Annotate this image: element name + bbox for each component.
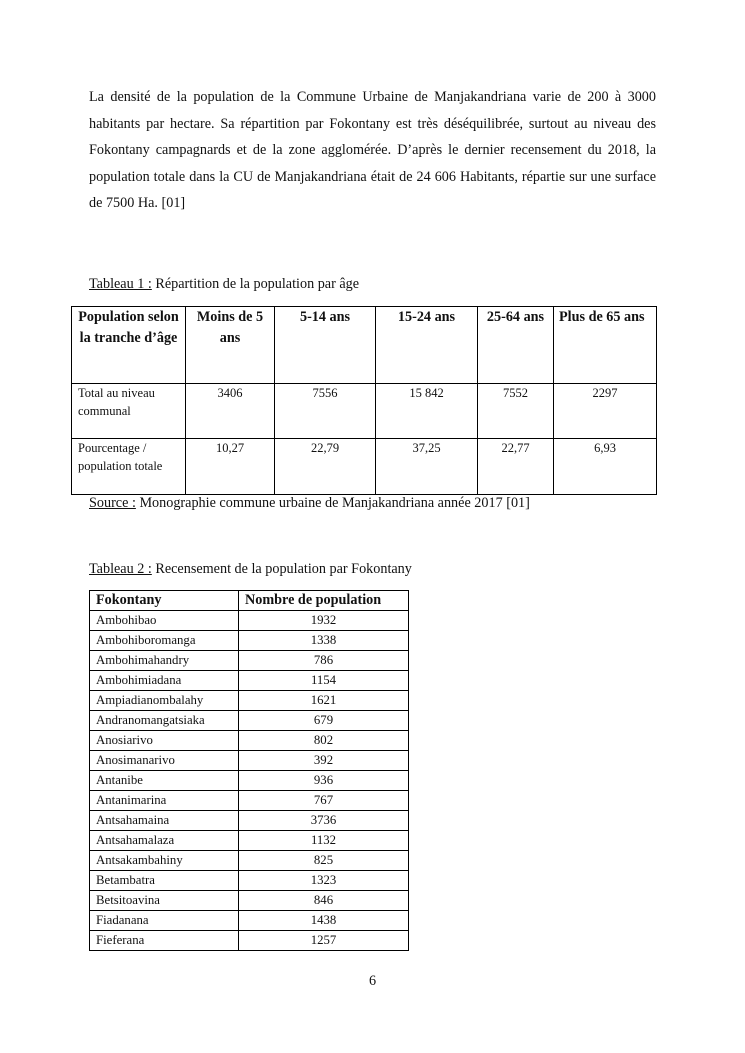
fokontany-name: Antsahamalaza — [90, 831, 239, 851]
population-value: 1323 — [239, 871, 409, 891]
table1-header-cell: 15-24 ans — [376, 307, 478, 384]
table2-row — [90, 831, 409, 851]
population-value: 392 — [239, 751, 409, 771]
table2-row — [90, 871, 409, 891]
fokontany-name: Anosiarivo — [90, 731, 239, 751]
table2-row — [90, 851, 409, 871]
table1-header-cell: 25-64 ans — [478, 307, 554, 384]
table1-row-label: Pourcentage / population totale — [72, 439, 186, 495]
table2-row — [90, 691, 409, 711]
table2-row — [90, 891, 409, 911]
table1-cell: 22,79 — [275, 439, 376, 495]
population-value: 1621 — [239, 691, 409, 711]
population-value: 786 — [239, 651, 409, 671]
table2-caption-text: Recensement de la population par Fokontany — [151, 561, 412, 577]
table2-row — [90, 911, 409, 931]
population-value: 825 — [239, 851, 409, 871]
page-number: 6 — [368, 973, 377, 989]
table1-cell: 3406 — [186, 384, 275, 439]
population-value: 802 — [239, 731, 409, 751]
fokontany-name: Ambohimahandry — [90, 651, 239, 671]
population-value: 767 — [239, 791, 409, 811]
population-value: 1154 — [239, 671, 409, 691]
fokontany-name: Antsakambahiny — [90, 851, 239, 871]
table1-cell: 37,25 — [376, 439, 478, 495]
fokontany-name: Fieferana — [90, 931, 239, 951]
fokontany-name: Antanibe — [90, 771, 239, 791]
fokontany-name: Ambohimiadana — [90, 671, 239, 691]
table1-cell: 6,93 — [554, 439, 657, 495]
fokontany-name: Andranomangatsiaka — [90, 711, 239, 731]
table2-row — [90, 711, 409, 731]
table2-row — [90, 791, 409, 811]
table1-cell: 2297 — [554, 384, 657, 439]
table2-row — [90, 811, 409, 831]
fokontany-name: Betambatra — [90, 871, 239, 891]
population-value: 1438 — [239, 911, 409, 931]
intro-paragraph: La densité de la population de la Commune Urbaine de Manjakandriana varie de 200 à 3000 habitants par hectare. Sa répartition par Fokontany est très déséquilibrée, surtout au niveau des Fokontany campagnards et de la zone agglomérée. D’après le dernier recensement du 2018, la population totale dans la CU de Manjakandriana était de 24 606 Habitants, répartie sur une surface de 7500 Ha. [01] — [89, 89, 656, 211]
fokontany-population-table — [89, 590, 409, 951]
table1-header-row — [72, 307, 657, 384]
population-value: 846 — [239, 891, 409, 911]
table2-header-cell: Fokontany — [90, 591, 239, 611]
table1-caption-text: Répartition de la population par âge — [151, 276, 360, 292]
table1-cell: 15 842 — [376, 384, 478, 439]
age-distribution-table — [71, 306, 657, 495]
table1-row — [72, 439, 657, 495]
population-value: 1257 — [239, 931, 409, 951]
population-value: 3736 — [239, 811, 409, 831]
table1-cell: 10,27 — [186, 439, 275, 495]
population-value: 1338 — [239, 631, 409, 651]
table1-cell: 7552 — [478, 384, 554, 439]
population-value: 936 — [239, 771, 409, 791]
fokontany-name: Ambohibao — [90, 611, 239, 631]
table2-row — [90, 751, 409, 771]
table2-row — [90, 671, 409, 691]
table2-header-cell: Nombre de population — [239, 591, 409, 611]
population-value: 1932 — [239, 611, 409, 631]
table2-row — [90, 651, 409, 671]
fokontany-name: Antanimarina — [90, 791, 239, 811]
fokontany-name: Ambohiboromanga — [90, 631, 239, 651]
table1-header-cell: Moins de 5 ans — [186, 307, 275, 384]
table2-row — [90, 631, 409, 651]
table2-caption-label: Tableau 2 : — [89, 561, 152, 577]
table1-source-text: Monographie commune urbaine de Manjakandriana année 2017 [01] — [135, 495, 530, 511]
table1-cell: 7556 — [275, 384, 376, 439]
table1-source — [89, 495, 530, 512]
table2-header-row — [90, 591, 409, 611]
fokontany-name: Fiadanana — [90, 911, 239, 931]
fokontany-name: Antsahamaina — [90, 811, 239, 831]
table1-header-cell: Population selon la tranche d’âge — [72, 307, 186, 384]
population-value: 679 — [239, 711, 409, 731]
table2-caption — [89, 561, 412, 578]
population-value: 1132 — [239, 831, 409, 851]
table1-row-label: Total au niveau communal — [72, 384, 186, 439]
table2-row — [90, 731, 409, 751]
table1-header-cell: Plus de 65 ans — [554, 307, 657, 384]
table1-caption — [89, 276, 359, 293]
table1-row — [72, 384, 657, 439]
fokontany-name: Betsitoavina — [90, 891, 239, 911]
fokontany-name: Anosimanarivo — [90, 751, 239, 771]
table1-cell: 22,77 — [478, 439, 554, 495]
table1-caption-label: Tableau 1 : — [89, 276, 152, 292]
table2-row — [90, 771, 409, 791]
table1-header-cell: 5-14 ans — [275, 307, 376, 384]
fokontany-name: Ampiadianombalahy — [90, 691, 239, 711]
table2-row — [90, 931, 409, 951]
table2-row — [90, 611, 409, 631]
table1-source-label: Source : — [89, 495, 136, 511]
